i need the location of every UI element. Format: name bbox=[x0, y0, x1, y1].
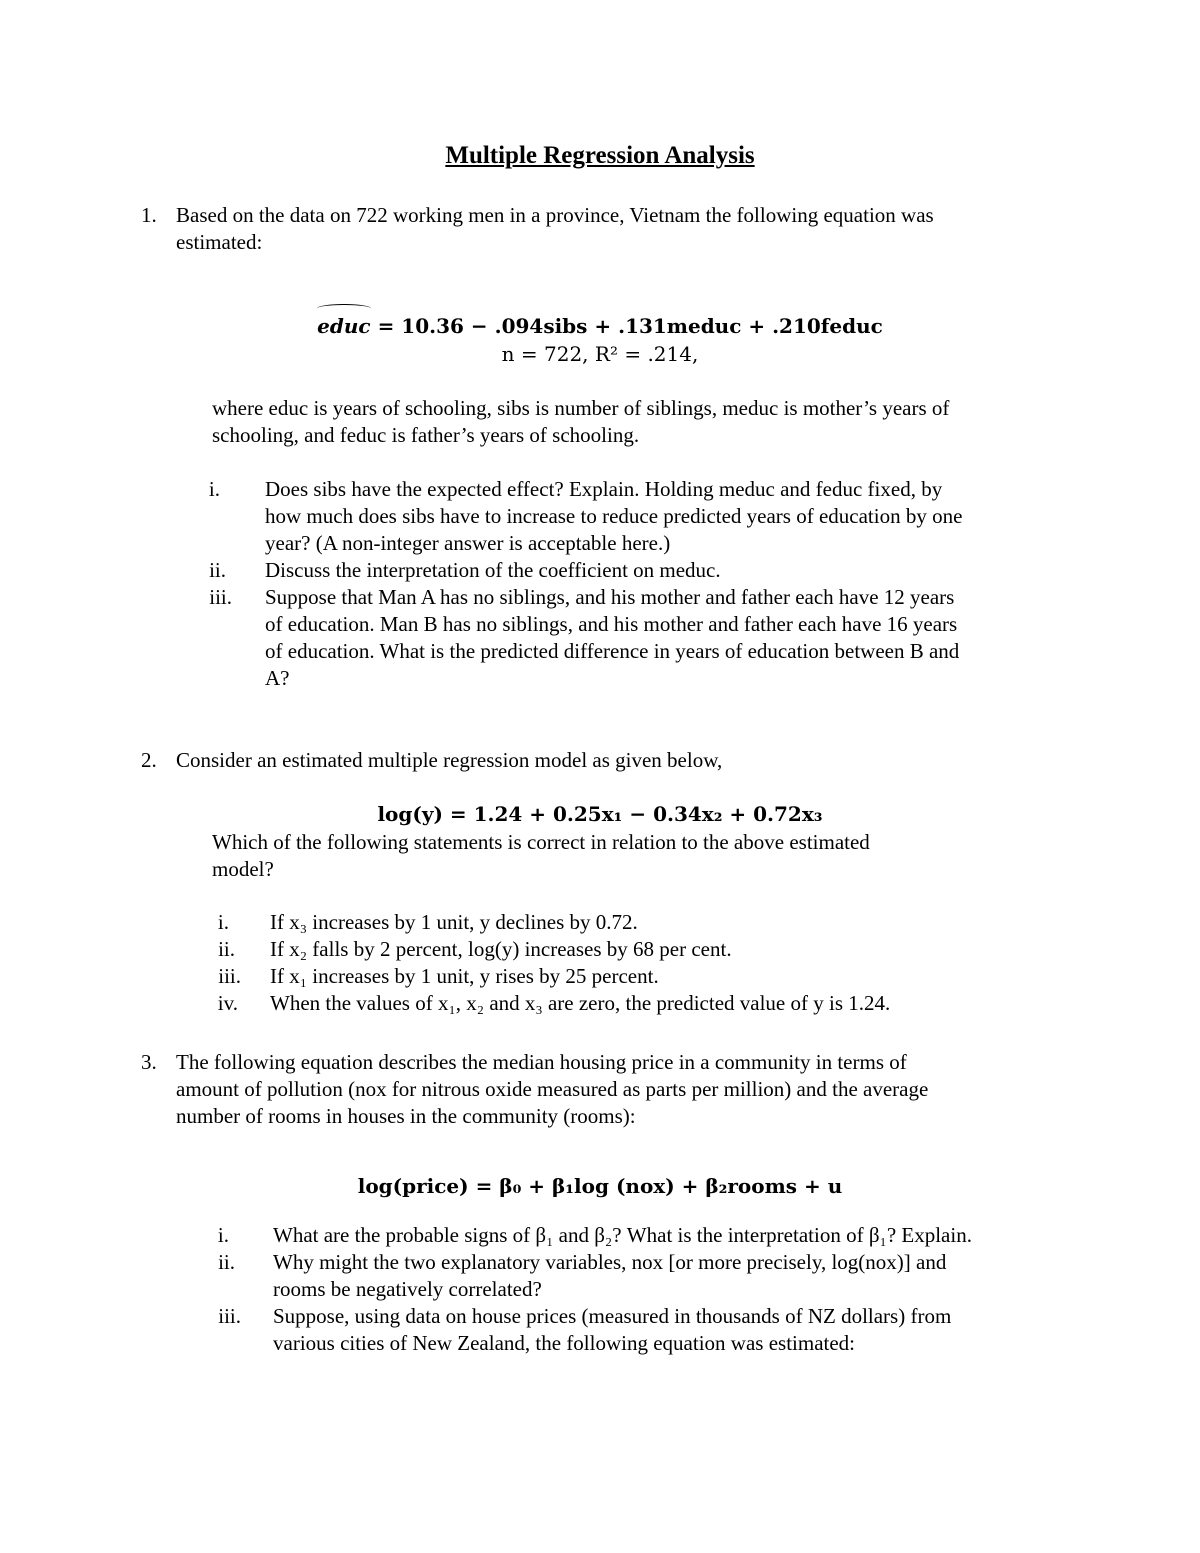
question-2-question-line-2: model? bbox=[212, 857, 274, 881]
q2-item-i-text: If x₃ increases by 1 unit, y declines by 0.72. bbox=[270, 910, 638, 934]
q1-item-i-line-1: Does sibs have the expected effect? Explain. Holding meduc and feduc fixed, by bbox=[265, 477, 943, 501]
question-1-where-line-2: schooling, and feduc is father’s years of schooling. bbox=[212, 423, 640, 447]
question-3-intro-line-3: number of rooms in houses in the community (rooms): bbox=[176, 1104, 636, 1128]
q1-item-i-label: i. bbox=[208, 477, 220, 501]
question-1-stats: n = 722, R² = .214, bbox=[501, 342, 699, 366]
q2-item-iv-text: When the values of x₁, x₂ and x₃ are zero, the predicted value of y is 1.24. bbox=[270, 991, 891, 1015]
q1-item-iii-line-1: Suppose that Man A has no siblings, and his mother and father each have 12 years bbox=[265, 585, 955, 609]
q1-item-iii-label: iii. bbox=[209, 585, 232, 609]
q3-item-i-label: i. bbox=[217, 1223, 229, 1247]
question-1-equation-rhs: = 10.36 − .094sibs + .131meduc + .210feduc bbox=[370, 314, 883, 338]
q3-item-ii-line-1: Why might the two explanatory variables, nox [or more precisely, log(nox)] and bbox=[273, 1250, 947, 1274]
q2-item-iii-text: If x₁ increases by 1 unit, y rises by 25 percent. bbox=[270, 964, 659, 988]
q3-item-iii-line-1: Suppose, using data on house prices (measured in thousands of NZ dollars) from bbox=[273, 1304, 952, 1328]
q1-item-ii-label: ii. bbox=[209, 558, 226, 582]
q2-item-ii-label: ii. bbox=[218, 937, 235, 961]
question-2-number: 2. bbox=[141, 748, 157, 772]
question-1-where-line-1: where educ is years of schooling, sibs is number of siblings, meduc is mother’s years of bbox=[212, 396, 950, 420]
q1-item-i-line-2: how much does sibs have to increase to reduce predicted years of education by one bbox=[265, 504, 963, 528]
question-3-intro-line-2: amount of pollution (nox for nitrous oxide measured as parts per million) and the average bbox=[176, 1077, 929, 1101]
question-1-intro-line-1: Based on the data on 722 working men in a province, Vietnam the following equation was bbox=[176, 203, 934, 227]
q2-item-iii-label: iii. bbox=[218, 964, 241, 988]
q1-item-iii-line-3: of education. What is the predicted difference in years of education between B and bbox=[265, 639, 960, 663]
educ-hat-term: educ bbox=[317, 314, 371, 338]
q3-item-ii-label: ii. bbox=[218, 1250, 235, 1274]
q1-item-iii-line-2: of education. Man B has no siblings, and his mother and father each have 16 years bbox=[265, 612, 958, 636]
q3-item-i-line-1: What are the probable signs of β₁ and β₂? What is the interpretation of β₁? Explain. bbox=[273, 1223, 972, 1247]
q3-item-iii-label: iii. bbox=[218, 1304, 241, 1328]
question-2-intro: Consider an estimated multiple regression model as given below, bbox=[176, 748, 723, 772]
question-3-intro-line-1: The following equation describes the median housing price in a community in terms of bbox=[176, 1050, 907, 1074]
question-2-equation: log(y) = 1.24 + 0.25x₁ − 0.34x₂ + 0.72x₃ bbox=[377, 802, 823, 826]
q2-item-iv-label: iv. bbox=[217, 991, 238, 1015]
question-1-number: 1. bbox=[141, 203, 157, 227]
q1-item-iii-line-4: A? bbox=[265, 666, 290, 690]
q1-item-i-line-3: year? (A non-integer answer is acceptable here.) bbox=[265, 531, 671, 555]
page-title: Multiple Regression Analysis bbox=[445, 142, 755, 169]
question-3-number: 3. bbox=[141, 1050, 157, 1074]
question-1-equation bbox=[0, 312, 1200, 340]
q1-item-ii-line-1: Discuss the interpretation of the coefficient on meduc. bbox=[265, 558, 721, 582]
q2-item-i-label: i. bbox=[217, 910, 229, 934]
question-1-intro-line-2: estimated: bbox=[176, 230, 263, 254]
q3-item-ii-line-2: rooms be negatively correlated? bbox=[273, 1277, 542, 1301]
question-2-question-line-1: Which of the following statements is correct in relation to the above estimated bbox=[212, 830, 870, 854]
question-3-equation: log(price) = β₀ + β₁log (nox) + β₂rooms + u bbox=[357, 1174, 843, 1198]
q2-item-ii-text: If x₂ falls by 2 percent, log(y) increases by 68 per cent. bbox=[270, 937, 732, 961]
q3-item-iii-line-2: various cities of New Zealand, the following equation was estimated: bbox=[273, 1331, 856, 1355]
